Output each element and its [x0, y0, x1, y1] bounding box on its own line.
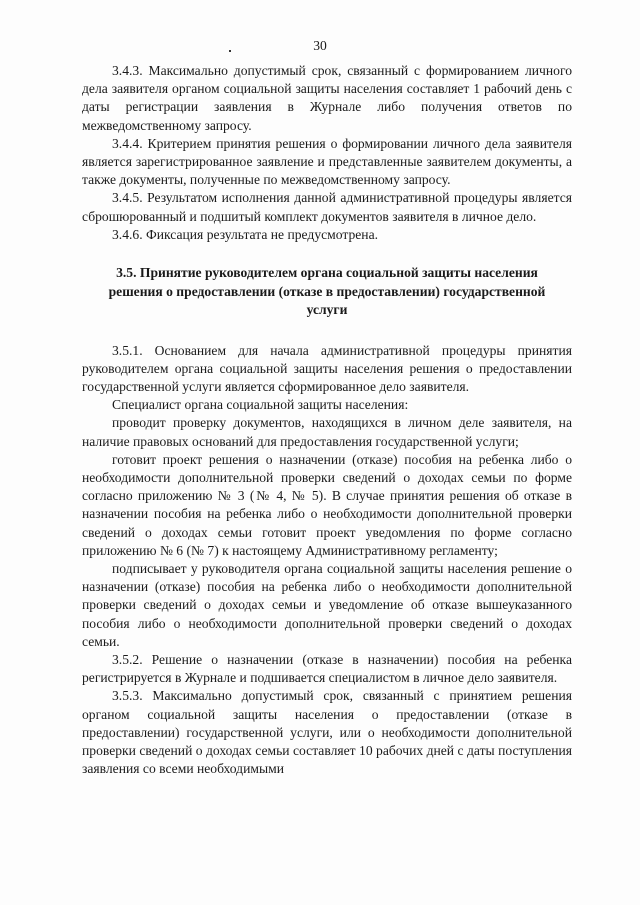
specialist-item-check-documents: проводит проверку документов, находящихся в личном деле заявителя, на наличие правовых оснований для предоставления государственной услуги;: [82, 415, 572, 449]
specialist-item-sign-decision: подписывает у руководителя органа социальной защиты населения решение о назначении (отказе) пособия на ребенка либо о необходимости дополнительной проверки сведений о доходах семьи и уведомление об отказе вышеуказанного пособия либо о необходимости дополнительной проверки сведений о доходах семьи.: [82, 560, 572, 649]
section-heading-3-5: 3.5. Принятие руководителем органа социальной защиты населения решения о предоставлении (отказе в предоставлении) государственной услуги: [108, 265, 546, 318]
specialist-intro: Специалист органа социальной защиты населения:: [112, 397, 409, 413]
paragraph-3-5-2: 3.5.2. Решение о назначении (отказе в назначении) пособия на ребенка регистрируется в Журнале и подшивается специалистом в личное дело заявителя.: [82, 651, 572, 686]
page-number: 30: [313, 38, 327, 53]
specialist-item-prepare-draft: готовит проект решения о назначении (отказе) пособия на ребенка либо о необходимости дополнительной проверки сведений о доходах семьи по форме согласно приложению № 3 (№ 4, № 5). В случае принятия решения об отказе в назначении пособия на ребенка либо о необходимости дополнительной проверки сведений о доходах семьи готовит проект уведомления по форме согласно приложению № 6 (№ 7) к настоящему Административному регламенту;: [82, 451, 572, 558]
paragraph-3-5-1: 3.5.1. Основанием для начала административной процедуры принятия руководителем органа социальной защиты населения решения о предоставлении государственной услуги является сформированное дело заявителя.: [82, 342, 572, 394]
scan-speck: [229, 50, 231, 52]
paragraph-3-4-5: 3.4.5. Результатом исполнения данной административной процедуры является сброшюрованный и подшитый комплект документов заявителя в личное дело.: [82, 190, 572, 224]
paragraph-3-5-3: 3.5.3. Максимально допустимый срок, связанный с принятием решения органом социальной защиты населения о предоставлении (отказе в предоставлении) государственной услуги, или о необходимости дополнительной проверки сведений о доходах семьи составляет 10 рабочих дней с даты поступления заявления со всеми необходимыми: [82, 688, 572, 777]
document-body: [82, 62, 572, 778]
paragraph-3-4-3: 3.4.3. Максимально допустимый срок, связанный с формированием личного дела заявителя органом социальной защиты населения составляет 1 рабочий день с даты регистрации заявления в Журнале либо получения ответов по межведомственному запросу.: [82, 63, 572, 133]
paragraph-3-4-4: 3.4.4. Критерием принятия решения о формировании личного дела заявителя является зарегистрированное заявление и представленные заявителем документы, а также документы, полученные по межведомственному запросу.: [82, 135, 572, 188]
paragraph-3-4-6: 3.4.6. Фиксация результата не предусмотрена.: [112, 226, 379, 242]
